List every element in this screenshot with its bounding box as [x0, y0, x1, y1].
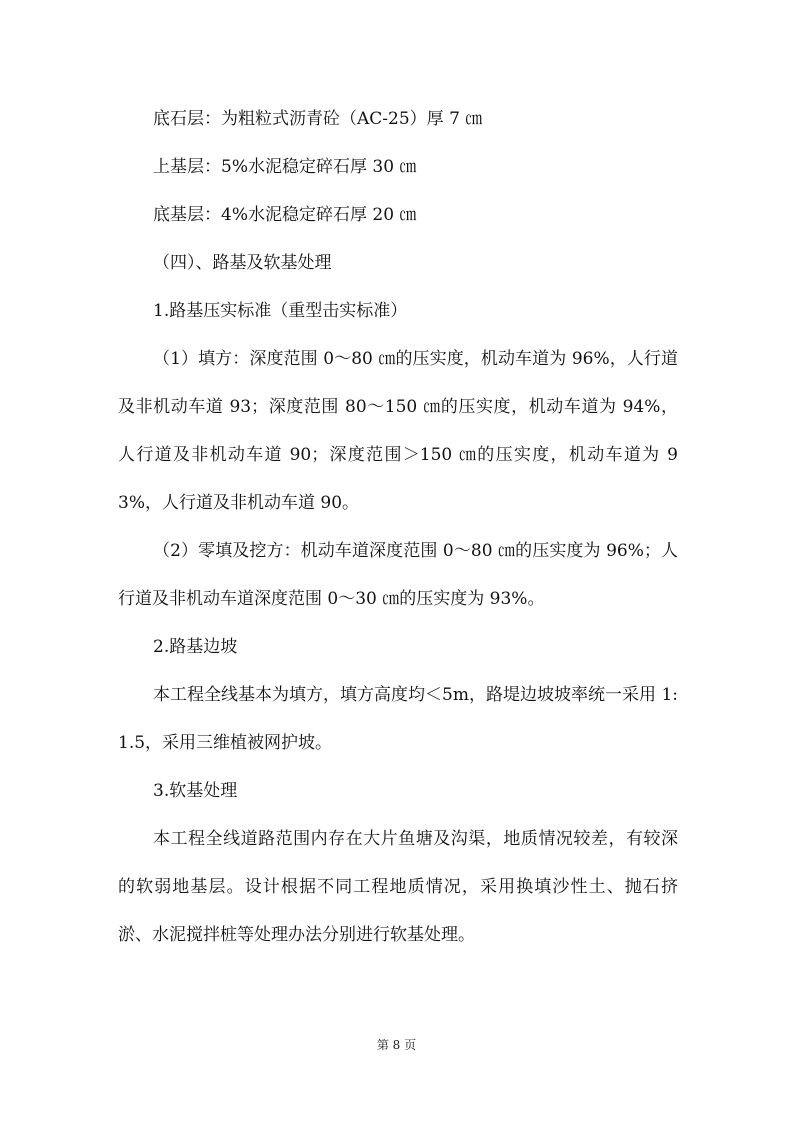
subheading-subgrade-slope: 2.路基边坡	[153, 637, 238, 657]
paragraph-soft-foundation-treatment: 本工程全线道路范围内存在大片鱼塘及沟渠，地质情况较差，有较深的软弱地基层。设计根据不同工程地质情况，采用换填沙性土、抛石挤淤、水泥搅拌桩等处理办法分别进行软基处理。	[118, 829, 678, 945]
subheading-compaction-standard: 1.路基压实标准（重型击实标准）	[153, 301, 408, 321]
paragraph-zero-fill-excavation: （2）零填及挖方：机动车道深度范围 0～80 ㎝的压实度为 96%；人行道及非机动车道深度范围 0～30 ㎝的压实度为 93%。	[118, 541, 678, 609]
page-content	[118, 95, 678, 959]
section-heading-subgrade: （四）、路基及软基处理	[153, 253, 332, 273]
paragraph-upper-base-layer: 上基层：5%水泥稳定碎石厚 30 ㎝	[153, 157, 417, 177]
paragraph-slope-description: 本工程全线基本为填方，填方高度均＜5m，路堤边坡坡率统一采用 1:1.5，采用三维植被网护坡。	[118, 685, 678, 753]
paragraph-sub-base-layer: 底基层：4%水泥稳定碎石厚 20 ㎝	[153, 205, 417, 225]
subheading-soft-foundation: 3.软基处理	[153, 781, 238, 801]
paragraph-base-stone-layer: 底石层：为粗粒式沥青砼（AC-25）厚 7 ㎝	[153, 109, 483, 129]
paragraph-fill-compaction: （1）填方：深度范围 0～80 ㎝的压实度，机动车道为 96%，人行道及非机动车道 93；深度范围 80～150 ㎝的压实度，机动车道为 94%，人行道及非机动车道 90；深度范围＞150 ㎝的压实度，机动车道为 93%，人行道及非机动车道 90。	[118, 349, 678, 513]
page-number: 第 8 页	[376, 1038, 417, 1052]
